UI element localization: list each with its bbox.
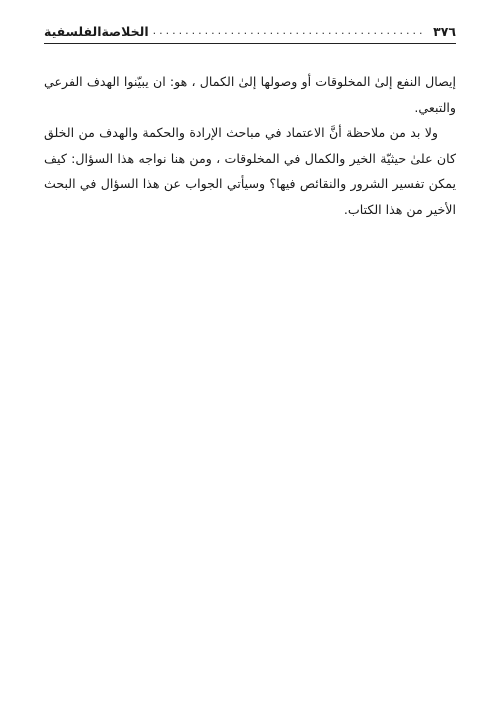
book-title: الخلاصةالفلسفية [44,23,149,39]
paragraph: ولا بد من ملاحظة أنَّ الاعتماد في مباحث الإرادة والحكمة والهدف من الخلق كان علىٰ حيثيّة الخير والكمال في المخلوقات ، ومن هنا نواجه هذا السؤال: كيف يمكن تفسير الشرور والنقائص فيها؟ وسيأتي الجواب عن هذا السؤال في البحث الأخير من هذا الكتاب. [44,125,456,217]
paragraph-continued: إيصال النفع إلىٰ المخلوقات أو وصولها إلىٰ الكمال ، هو: ان يبيّنوا الهدف الفرعي والتبعي. [44,74,456,115]
header-rule [44,43,456,44]
body-text [44,69,456,223]
dot-leader: .......................................... [152,24,426,37]
running-header [44,20,456,42]
page-number: ٣٧٦ [433,23,456,39]
